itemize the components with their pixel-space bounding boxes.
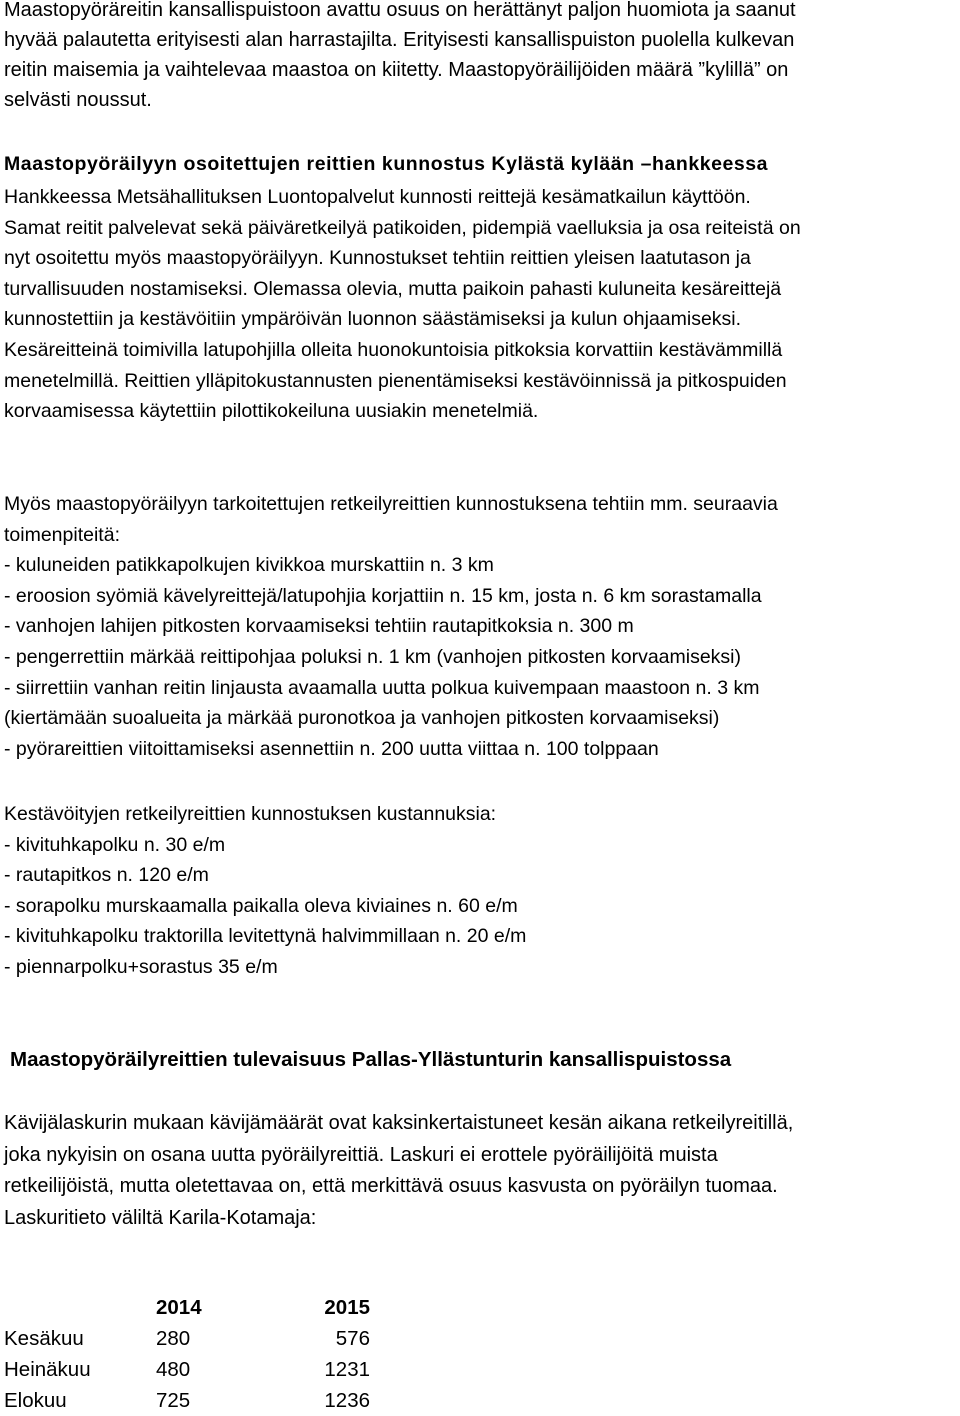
- table-cell-value: 576: [335, 1327, 370, 1350]
- paragraph-line: Kesäreitteinä toimivilla latupohjilla olleita huonokuntoisia pitkoksia korvattiin kestävämmillä: [4, 338, 783, 361]
- list-item: - siirrettiin vanhan reitin linjausta avaamalla uutta polkua kuivempaan maastoon n. 3 km: [4, 676, 760, 699]
- table-cell-value: 1231: [324, 1358, 370, 1381]
- section-heading-future: Maastopyöräilyreittien tulevaisuus Pallas-Yllästunturin kansallispuistossa: [10, 1048, 732, 1071]
- paragraph-line: toimenpiteitä:: [4, 523, 120, 546]
- table-cell-value: 1236: [324, 1389, 370, 1412]
- visitor-counter-paragraph: [4, 1108, 958, 1234]
- intro-line: hyvää palautetta erityisesti alan harrastajilta. Erityisesti kansallispuiston puolella kulkevan: [4, 29, 795, 51]
- paragraph-line: Kestävöityjen retkeilyreittien kunnostuksen kustannuksia:: [4, 803, 497, 825]
- paragraph-line: Samat reitit palvelevat sekä päiväretkeilyä patikoiden, pidempiä vaelluksia ja osa reiteistä on: [4, 216, 801, 239]
- table-header-cell: 2014: [156, 1296, 202, 1319]
- list-item: - sorapolku murskaamalla paikalla oleva kiviaines n. 60 e/m: [4, 894, 518, 917]
- list-item: - rautapitkos n. 120 e/m: [4, 864, 209, 887]
- paragraph-line: joka nykyisin on osana uutta pyöräilyreittiä. Laskuri ei erottele pyöräilijöitä muista: [4, 1143, 718, 1166]
- route-renovation-paragraph: [4, 182, 958, 427]
- list-item: - vanhojen lahijen pitkosten korvaamiseksi tehtiin rautapitkoksia n. 300 m: [4, 615, 634, 638]
- table-header-cell: 2015: [324, 1296, 370, 1319]
- table-cell-value: 280: [156, 1327, 191, 1350]
- measures-list: [4, 489, 958, 764]
- section-heading-route-renovation: Maastopyöräilyyn osoitettujen reittien kunnostus Kylästä kylään –hankkeessa: [4, 153, 769, 175]
- table-cell-month: Kesäkuu: [4, 1327, 84, 1350]
- table-cell-month: Heinäkuu: [4, 1358, 91, 1381]
- list-item: - pyörareittien viitoittamiseksi asennettiin n. 200 uutta viittaa n. 100 tolppaan: [4, 737, 659, 760]
- intro-line: Maastopyöräreitin kansallispuistoon avattu osuus on herättänyt paljon huomiota ja saanut: [4, 0, 796, 21]
- paragraph-line: Laskuritieto väliltä Karila-Kotamaja:: [4, 1206, 317, 1229]
- list-item: (kiertämään suoalueita ja märkää puronotkoa ja vanhojen pitkosten korvaamiseksi): [4, 707, 720, 730]
- table-cell-value: 725: [156, 1389, 191, 1412]
- paragraph-line: korvaamisessa käytettiin pilottikokeiluna uusiakin menetelmiä.: [4, 400, 539, 423]
- paragraph-line: Myös maastopyöräilyyn tarkoitettujen retkeilyreittien kunnostuksena tehtiin mm. seuraavia: [4, 493, 778, 515]
- intro-paragraph: [4, 0, 944, 115]
- paragraph-line: retkeilijöistä, mutta oletettavaa on, että merkittävä osuus kasvusta on pyöräilyn tuomaa.: [4, 1175, 778, 1197]
- costs-list: [4, 799, 958, 983]
- table-cell-month: Elokuu: [4, 1389, 67, 1412]
- paragraph-line: Kävijälaskurin mukaan kävijämäärät ovat kaksinkertaistuneet kesän aikana retkeilyreitillä,: [4, 1112, 794, 1134]
- paragraph-line: menetelmillä. Reittien ylläpitokustannusten pienentämiseksi kestävöinnissä ja pitkospuiden: [4, 369, 787, 392]
- list-item: - kuluneiden patikkapolkujen kivikkoa murskattiin n. 3 km: [4, 554, 494, 577]
- intro-line: selvästi noussut.: [4, 89, 152, 111]
- intro-line: reitin maisemia ja vaihtelevaa maastoa on kiitetty. Maastopyöräilijöiden määrä ”kylillä” on: [4, 59, 789, 81]
- table-cell-value: 480: [156, 1358, 191, 1381]
- paragraph-line: nyt osoitettu myös maastopyöräilyyn. Kunnostukset tehtiin reittien yleisen laatutason ja: [4, 247, 751, 270]
- paragraph-line: Hankkeessa Metsähallituksen Luontopalvelut kunnosti reittejä kesämatkailun käyttöön.: [4, 186, 751, 208]
- paragraph-line: kunnostettiin ja kestävöitiin ympäröivän luonnon säästämiseksi ja kulun ohjaamiseksi.: [4, 308, 742, 331]
- list-item: - eroosion syömiä kävelyreittejä/latupohjia korjattiin n. 15 km, josta n. 6 km sorastamalla: [4, 584, 762, 607]
- list-item: - piennarpolku+sorastus 35 e/m: [4, 955, 278, 978]
- list-item: - kivituhkapolku n. 30 e/m: [4, 833, 226, 856]
- list-item: - kivituhkapolku traktorilla levitettynä halvimmillaan n. 20 e/m: [4, 925, 527, 948]
- list-item: - pengerrettiin märkää reittipohjaa poluksi n. 1 km (vanhojen pitkosten korvaamiseksi): [4, 645, 742, 668]
- paragraph-line: turvallisuuden nostamiseksi. Olemassa olevia, mutta paikoin pahasti kuluneita kesäreittejä: [4, 277, 782, 300]
